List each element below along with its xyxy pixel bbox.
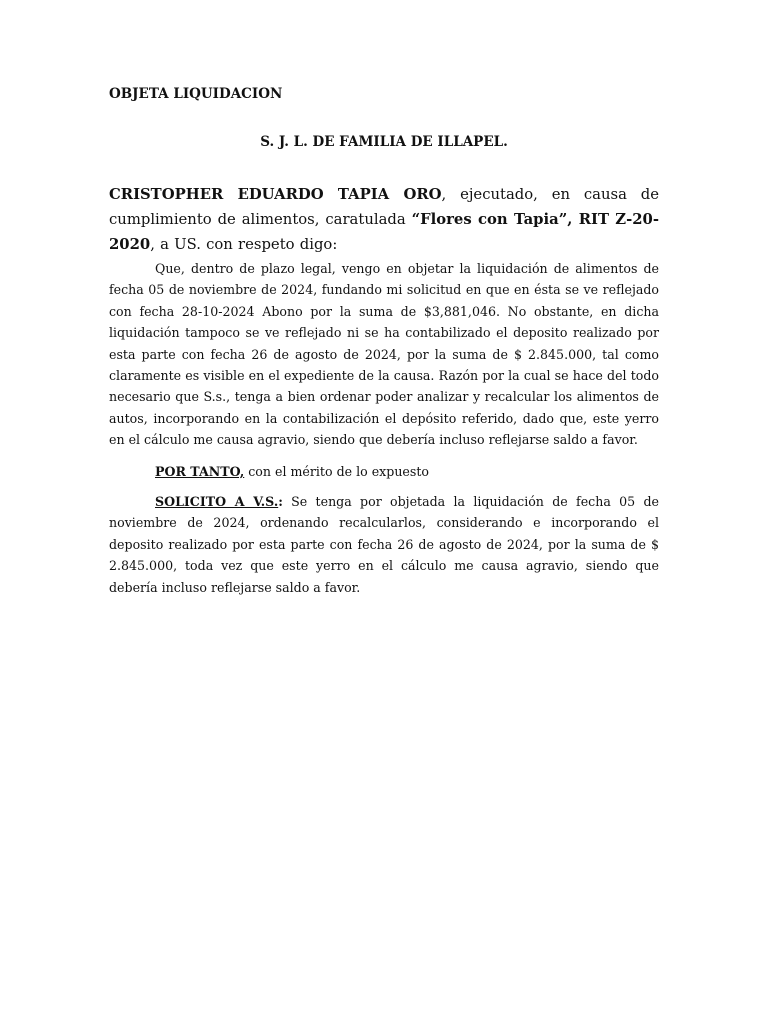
party-name: CRISTOPHER EDUARDO TAPIA ORO	[109, 186, 442, 203]
solicito-paragraph	[109, 491, 659, 598]
intro-text-1: , ejecutado, en causa de cumplimiento de alimentos, caratulada	[109, 186, 659, 228]
document-title: OBJETA LIQUIDACION	[109, 86, 283, 102]
body-paragraph: Que, dentro de plazo legal, vengo en objetar la liquidación de alimentos de fecha 05 de noviembre de 2024, fundando mi solicitud en que en ésta se ve reflejado con fecha 28-10-2024 Abono por la suma de $3,881,046. No obstante, en dicha liquidación tampoco se ve reflejado ni se ha contabilizado el deposito realizado por esta parte con fecha 26 de agosto de 2024, por la suma de $ 2.845.000, tal como claramente es visible en el expediente de la causa. Razón por la cual se hace del todo necesario que S.s., tenga a bien ordenar poder analizar y recalcular los alimentos de autos, incorporando en la contabilización el depósito referido, dado que, este yerro en el cálculo me causa agravio, siendo que debería incluso reflejarse saldo a favor.	[109, 261, 659, 448]
document-page	[109, 84, 659, 598]
por-tanto-text: con el mérito de lo expuesto	[244, 463, 429, 479]
solicito-colon: :	[278, 494, 283, 510]
solicito-label: SOLICITO A V.S.	[155, 494, 279, 510]
intro-paragraph	[109, 182, 659, 257]
intro-text-2: , a US. con respeto digo:	[150, 236, 338, 253]
court-heading: S. J. L. DE FAMILIA DE ILLAPEL.	[260, 134, 508, 150]
por-tanto-label: POR TANTO,	[155, 463, 245, 479]
por-tanto-paragraph	[109, 461, 659, 482]
solicito-text: Se tenga por objetada la liquidación de fecha 05 de noviembre de 2024, ordenando recalcularlos, considerando e incorporando el deposito realizado por esta parte con fecha 26 de agosto de 2024, por la suma de $ 2.845.000, toda vez que este yerro en el cálculo me causa agravio, siendo que debería incluso reflejarse saldo a favor.	[109, 494, 659, 595]
case-name: “Flores con Tapia”, RIT Z-20-2020	[109, 211, 659, 253]
